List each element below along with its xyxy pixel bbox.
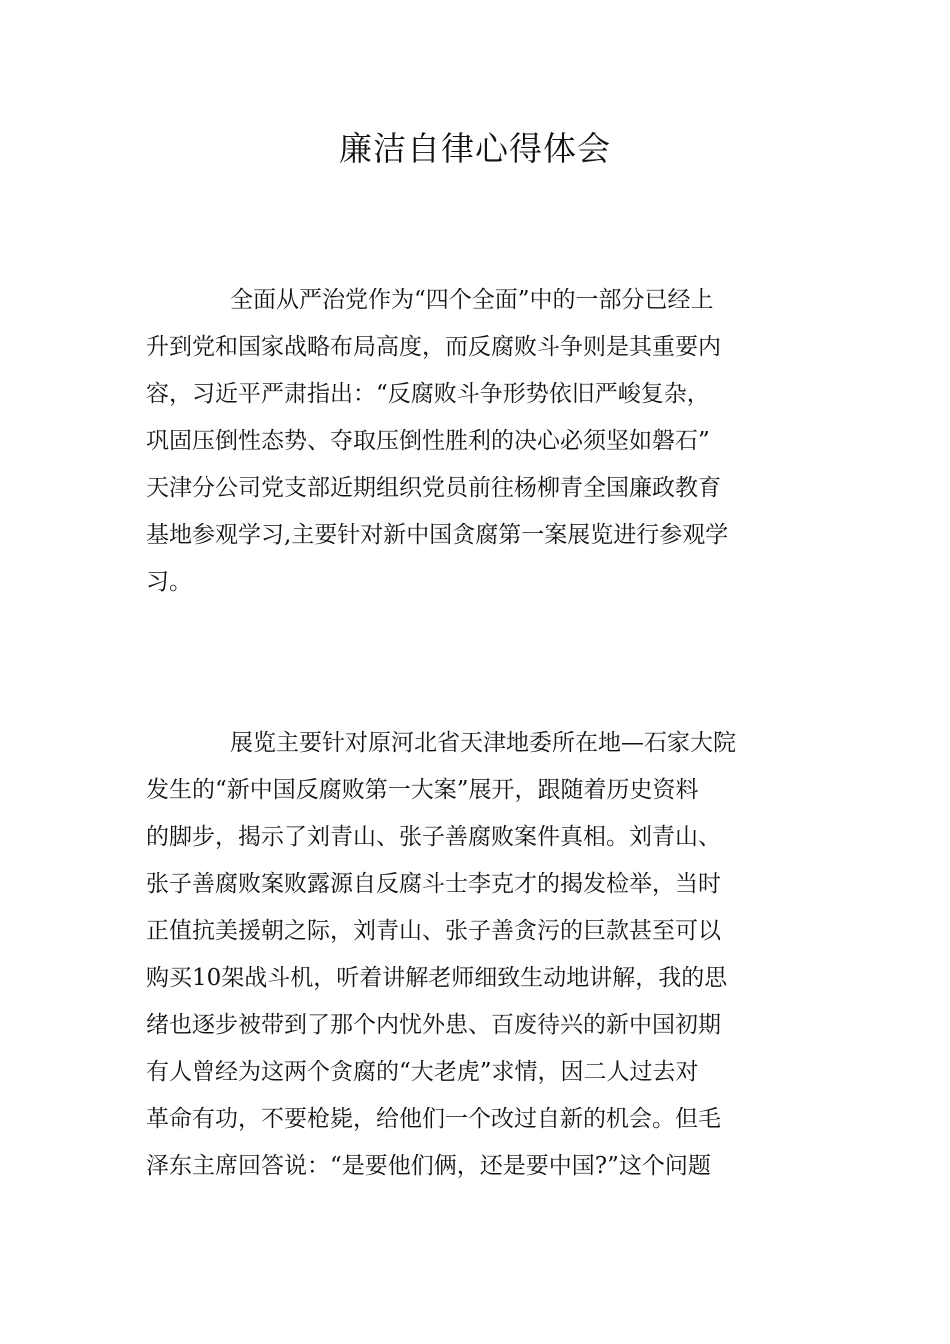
text-line: 容，习近平严肃指出：“反腐败斗争形势依旧严峻复杂， [146,381,710,407]
text-line: 全面从严治党作为“四个全面”中的一部分已经上 [230,287,714,313]
text-line: 基地参观学习,主要针对新中国贪腐第一案展览进行参观学 [146,522,729,548]
text-line: 泽东主席回答说：“是要他们俩，还是要中国?”这个问题 [146,1153,711,1179]
text-line: 绪也逐步被带到了那个内忧外患、百废待兴的新中国初期 [146,1012,721,1038]
text-line: 巩固压倒性态势、夺取压倒性胜利的决心必须坚如磐石” [146,428,710,454]
text-line: 天津分公司党支部近期组织党员前往杨柳青全国廉政教育 [146,475,721,501]
text-line: 革命有功，不要枪毙，给他们一个改过自新的机会。但毛 [146,1106,721,1132]
text-line: 购买10架战斗机，听着讲解老师细致生动地讲解，我的思 [146,965,728,991]
text-line: 习。 [146,569,192,595]
document-title: 廉洁自律心得体会 [339,129,611,168]
text-line: 的脚步，揭示了刘青山、张子善腐败案件真相。刘青山、 [146,824,721,850]
paragraph-1 [146,277,808,606]
paragraph-2 [146,720,808,1190]
text-line: 正值抗美援朝之际，刘青山、张子善贪污的巨款甚至可以 [146,918,721,944]
text-line: 有人曾经为这两个贪腐的“大老虎”求情，因二人过去对 [146,1059,699,1085]
text-line: 发生的“新中国反腐败第一大案”展开，跟随着历史资料 [146,777,699,803]
text-line: 张子善腐败案败露源自反腐斗士李克才的揭发检举，当时 [146,871,721,897]
text-line: 展览主要针对原河北省天津地委所在地—石家大院 [230,730,736,756]
text-line: 升到党和国家战略布局高度，而反腐败斗争则是其重要内 [146,334,721,360]
